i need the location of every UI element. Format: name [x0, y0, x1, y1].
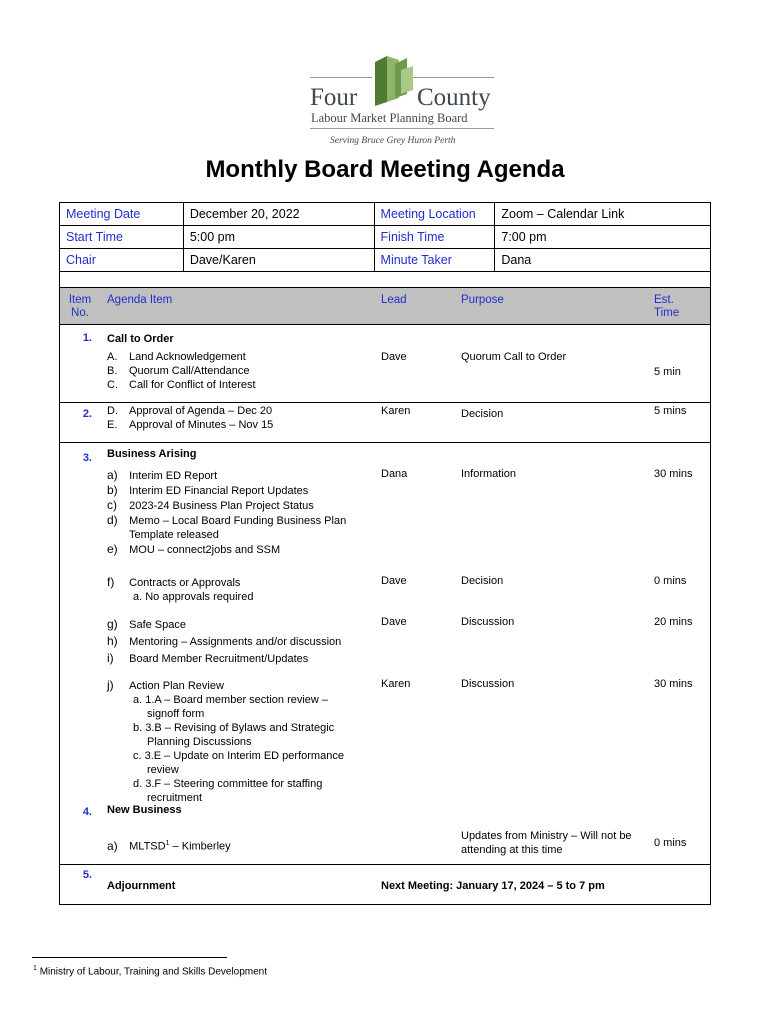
item-title: Call to Order — [107, 333, 174, 345]
meeting-date-label: Meeting Date — [60, 203, 184, 226]
item-time: 0 mins — [654, 575, 687, 587]
item-title: Adjournment — [107, 880, 176, 892]
item-sublist: f) Contracts or Approvals a. No approvals required — [107, 575, 254, 603]
row-divider — [59, 864, 711, 865]
meeting-location-label: Meeting Location — [374, 203, 495, 226]
header-agenda-item: Agenda Item — [107, 294, 173, 306]
header-time-line1: Est. — [654, 294, 674, 306]
logo-subtitle: Labour Market Planning Board — [311, 111, 468, 125]
chair-label: Chair — [60, 249, 184, 272]
footnote: $^1$ Ministry of Labour, Training and Skills Development — [33, 965, 268, 978]
item-sublist: A. Land Acknowledgement B. Quorum Call/Attendance C. Call for Conflict of Interest — [107, 351, 256, 391]
footnote-rule — [32, 957, 227, 958]
item-purpose: Decision — [461, 575, 504, 587]
item-purpose: Information — [461, 468, 517, 480]
item-lead: Dave — [381, 616, 407, 628]
item-lead: Karen — [381, 678, 411, 690]
start-time-label: Start Time — [60, 226, 184, 249]
item-time: 0 mins — [654, 837, 687, 849]
minute-taker-value: Dana — [495, 249, 711, 272]
item-number: 4. — [82, 806, 92, 818]
item-sublist: g) Safe Space h) Mentoring – Assignments and/or discussion i) Board Member Recruitment/Updates — [107, 617, 342, 665]
item-purpose: Discussion — [461, 616, 515, 628]
info-spacer — [59, 272, 711, 287]
chair-value: Dave/Karen — [183, 249, 374, 272]
item-purpose: Updates from Ministry – Will not be attending at this time — [461, 830, 632, 856]
logo-rule-right — [412, 77, 494, 78]
finish-time-label: Finish Time — [374, 226, 495, 249]
finish-time-value: 7:00 pm — [495, 226, 711, 249]
next-meeting: Next Meeting: January 17, 2024 – 5 to 7 pm — [381, 880, 605, 892]
meeting-info-table — [59, 202, 711, 272]
logo-rule-bottom — [310, 128, 494, 129]
item-time: 5 mins — [654, 405, 687, 417]
item-time: 30 mins — [654, 678, 693, 690]
item-title: Business Arising — [107, 448, 197, 460]
logo-tagline: Serving Bruce Grey Huron Perth — [330, 136, 456, 146]
logo-word-four: Four — [310, 84, 358, 111]
item-sublist: a) MLTSD$^1$ – Kimberley — [107, 838, 231, 853]
header-item-no — [66, 294, 94, 320]
page-title: Monthly Board Meeting Agenda — [205, 156, 565, 183]
minute-taker-label: Minute Taker — [374, 249, 495, 272]
item-number: 5. — [82, 869, 92, 881]
logo-rule-left — [310, 77, 372, 78]
logo-emblem-icon — [371, 52, 415, 108]
item-sublist: D. Approval of Agenda – Dec 20 E. Approval of Minutes – Nov 15 — [107, 405, 274, 431]
header-item-no-line1: Item — [68, 294, 92, 306]
meeting-date-value: December 20, 2022 — [183, 203, 374, 226]
item-number: 3. — [82, 452, 92, 464]
item-purpose: Quorum Call to Order — [461, 351, 567, 363]
item-number: 1. — [82, 332, 92, 344]
header-purpose: Purpose — [461, 294, 504, 306]
item-lead: Dave — [381, 575, 407, 587]
item-sublist: a) Interim ED Report b) Interim ED Financial Report Updates c) 2023-24 Business Plan Project Status d) Memo – Local Board Funding Business Plan Template released e) MOU – connect2jobs and SSM — [107, 468, 347, 556]
header-time-line2: Time — [654, 307, 680, 319]
header-lead: Lead — [381, 294, 407, 306]
item-lead: Karen — [381, 405, 411, 417]
logo-word-county: County — [417, 84, 491, 111]
item-lead: Dave — [381, 351, 407, 363]
item-time: 5 min — [654, 366, 681, 378]
item-time: 30 mins — [654, 468, 693, 480]
header-est-time — [654, 294, 679, 320]
item-title: New Business — [107, 804, 182, 816]
header-item-no-line2: No. — [71, 307, 89, 319]
item-number: 2. — [82, 408, 92, 420]
start-time-value: 5:00 pm — [183, 226, 374, 249]
row-divider — [59, 402, 711, 403]
item-sublist: j) Action Plan Review a. 1.A – Board member section review – signoff form b. 3.B – Revising of Bylaws and Strategic Planning Discussions c. 3.E – Update on Interim ED performance review d. 3.F – Steering committee for staffing recruitment — [107, 678, 344, 804]
item-purpose: Decision — [461, 408, 504, 420]
item-lead: Dana — [381, 468, 408, 480]
meeting-location-value: Zoom – Calendar Link — [495, 203, 711, 226]
item-purpose: Discussion — [461, 678, 515, 690]
row-divider — [59, 442, 711, 443]
item-time: 20 mins — [654, 616, 693, 628]
